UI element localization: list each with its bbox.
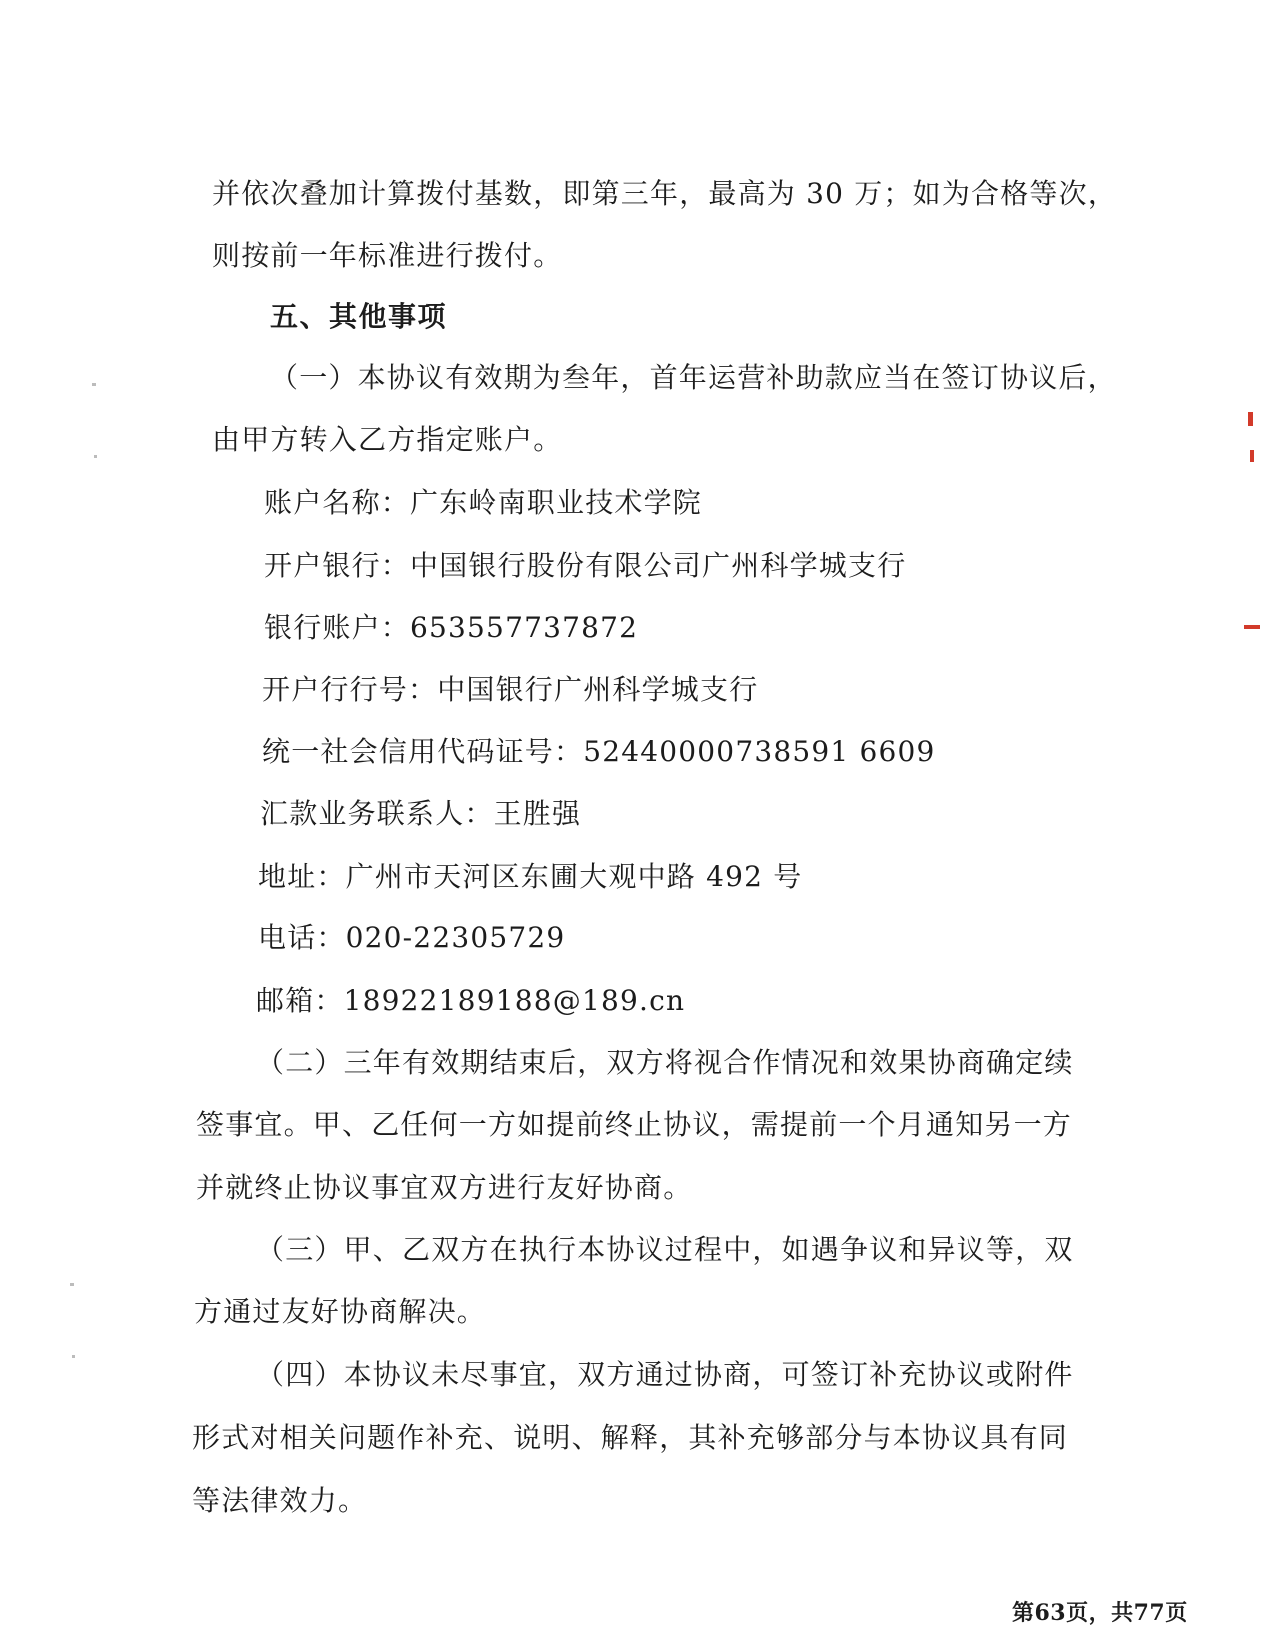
body-line: 则按前一年标准进行拨付。 — [212, 239, 563, 272]
body-line: 形式对相关问题作补充、说明、解释，其补充够部分与本协议具有同 — [192, 1421, 1069, 1454]
phone-line: 电话：020-22305729 — [258, 921, 566, 954]
body-line: （一）本协议有效期为叁年，首年运营补助款应当在签订协议后， — [270, 361, 1117, 394]
page-number-current: 第63页， — [1012, 1600, 1112, 1626]
scan-speck — [70, 1283, 74, 1286]
scan-speck — [94, 455, 97, 458]
section-heading: 五、其他事项 — [270, 300, 448, 333]
body-line: 等法律效力。 — [192, 1484, 368, 1517]
page-number-total: 共77页 — [1111, 1600, 1188, 1626]
bank-account-line: 银行账户：653557737872 — [264, 611, 639, 644]
scan-speck — [72, 1355, 75, 1358]
body-line: （四）本协议未尽事宜，双方通过协商，可签订补充协议或附件 — [256, 1358, 1074, 1391]
body-line: 方通过友好协商解决。 — [194, 1295, 487, 1328]
body-line: 由甲方转入乙方指定账户。 — [212, 423, 563, 456]
credit-code-line: 统一社会信用代码证号：52440000738591 6609 — [262, 735, 936, 768]
seal-edge-mark — [1248, 412, 1253, 426]
body-line: 签事宜。甲、乙任何一方如提前终止协议，需提前一个月通知另一方 — [196, 1108, 1073, 1141]
account-name-line: 账户名称：广东岭南职业技术学院 — [264, 486, 703, 519]
contact-person-line: 汇款业务联系人：王胜强 — [260, 797, 582, 830]
body-line: （三）甲、乙双方在执行本协议过程中，如遇争议和异议等，双 — [256, 1233, 1074, 1266]
body-line: 并就终止协议事宜双方进行友好协商。 — [196, 1171, 693, 1204]
seal-edge-mark — [1244, 625, 1260, 629]
body-line: （二）三年有效期结束后，双方将视合作情况和效果协商确定续 — [256, 1046, 1074, 1079]
bank-name-line: 开户银行：中国银行股份有限公司广州科学城支行 — [264, 549, 907, 582]
email-line: 邮箱：18922189188@189.cn — [256, 984, 686, 1017]
body-line: 并依次叠加计算拨付基数，即第三年，最高为 30 万；如为合格等次， — [212, 177, 1118, 210]
bank-branch-line: 开户行行号：中国银行广州科学城支行 — [262, 673, 759, 706]
scan-speck — [92, 383, 96, 386]
address-line: 地址：广州市天河区东圃大观中路 492 号 — [258, 860, 803, 893]
seal-edge-mark — [1250, 450, 1254, 462]
page-number — [1012, 1596, 1188, 1627]
